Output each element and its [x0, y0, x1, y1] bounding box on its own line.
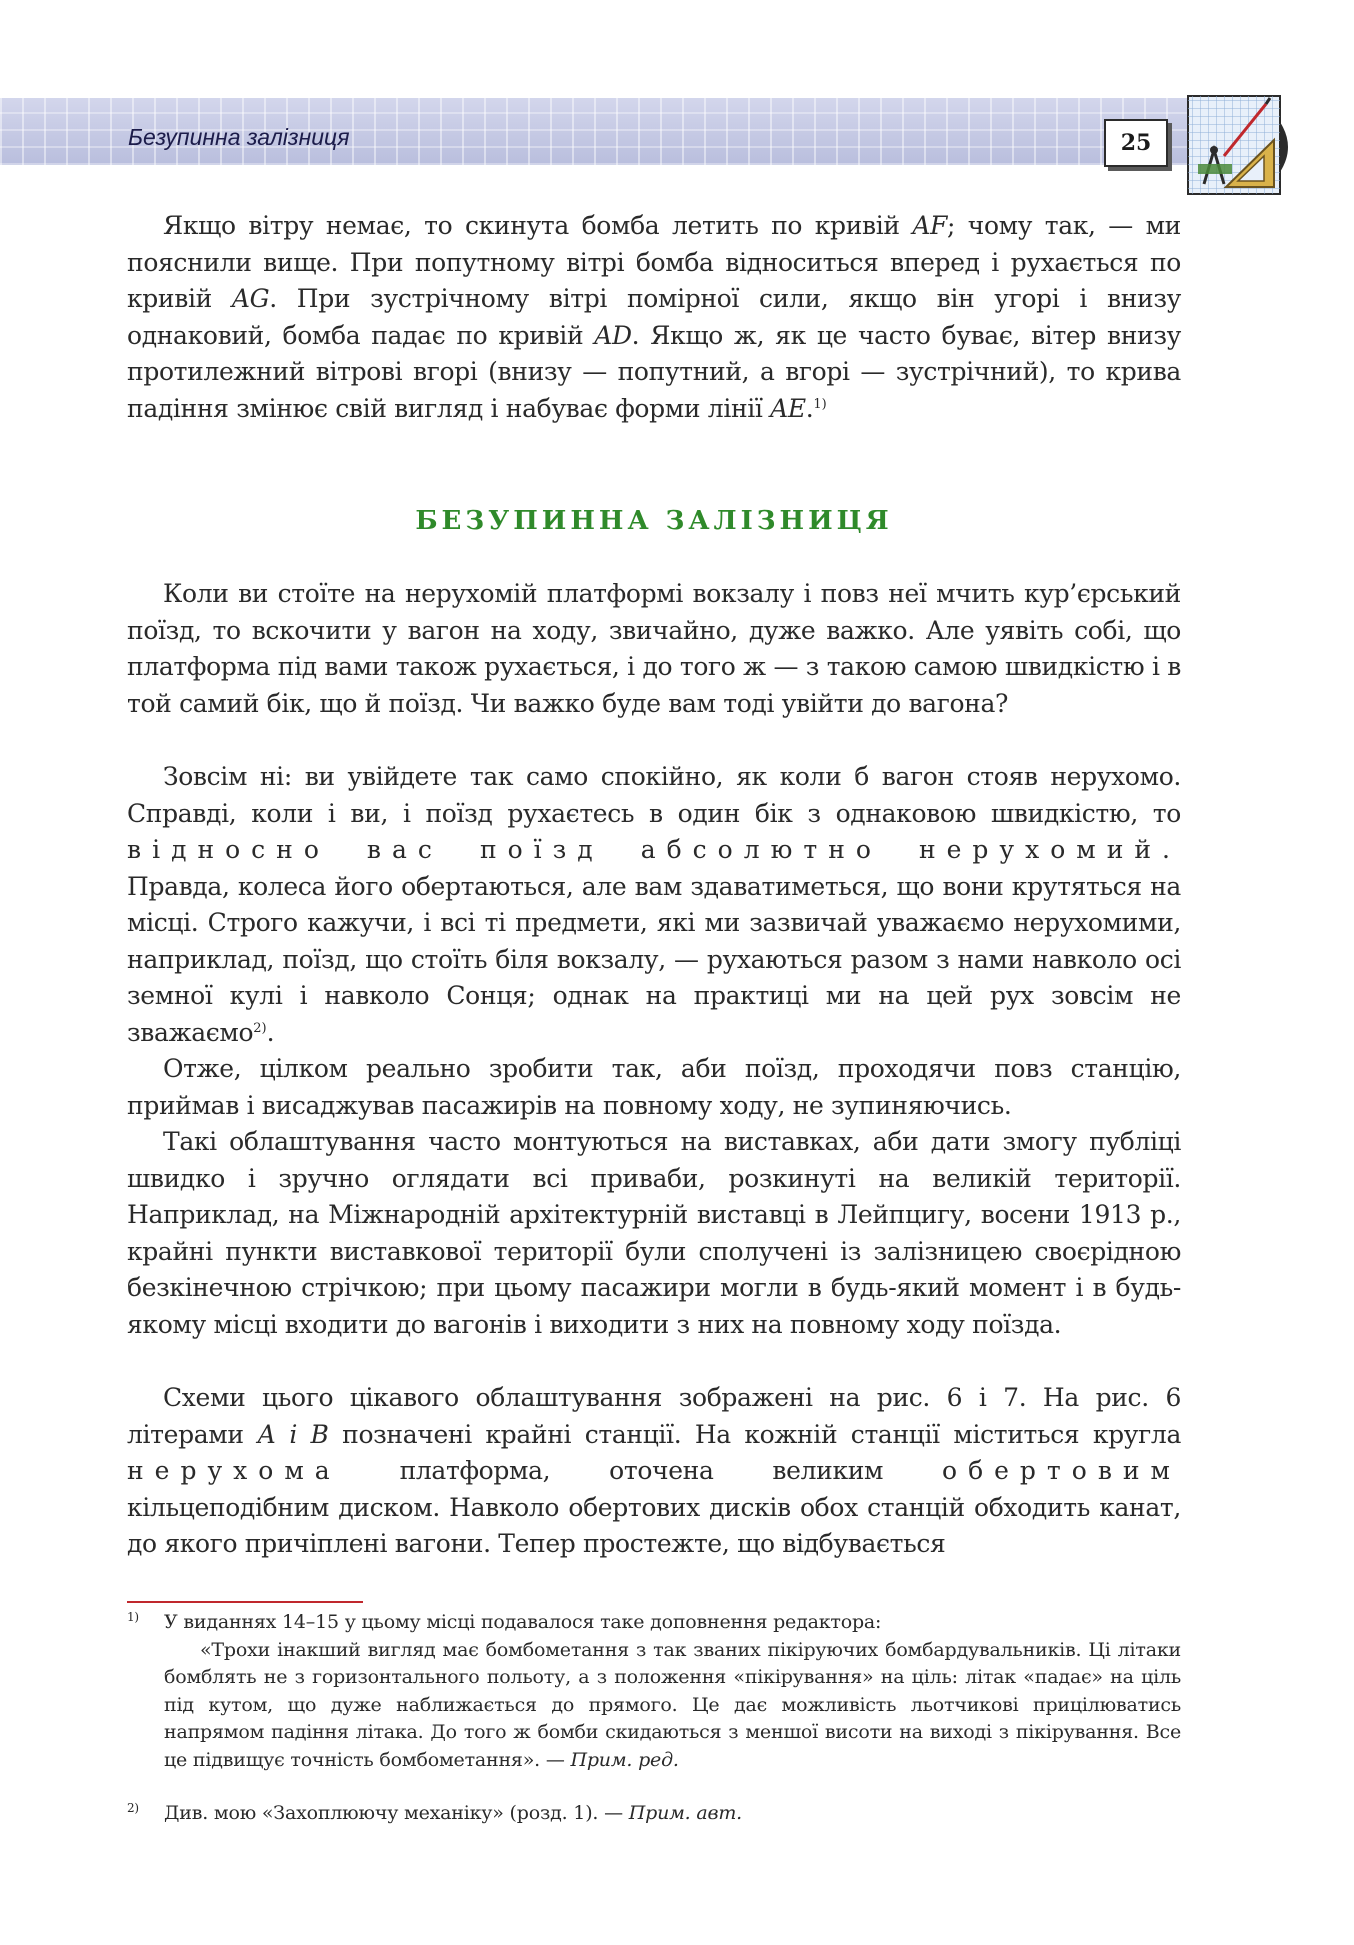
text-run: Схеми цього цікавого облаштування зображені на рис. 6 і 7. На рис. 6 літерами	[127, 1383, 1181, 1449]
curve-label: AD	[594, 320, 632, 350]
text-run: .	[266, 1017, 275, 1047]
footnote-1-text: У виданнях 14–15 у цьому місці подавалося таке доповнення редактора:	[164, 1611, 882, 1633]
text-run: «Трохи інакший вигляд має бомбометання з так званих пікіруючих бомбардувальників. Ці літаки бомблять не з горизонтального польоту, а з положення «пікірування» на ціль: літак «падає» на ціль під кутом, що дуже наближається до прямого. Це дає можливість льотчикові прицілюватись напрямом падіння літака. До того ж бомби скидаються з меншої висоти на виході з пікірування. Все це підвищує точність бомбометання». —	[164, 1638, 1181, 1771]
running-title: Безупинна залізниця	[128, 124, 350, 150]
page-number	[1104, 119, 1168, 167]
footnote-2	[127, 1800, 1181, 1828]
text-run: . При зустрічному вітрі помірної сили, якщо він угорі і внизу однаковий, бомба падає по кривій	[127, 284, 1181, 350]
footnote-divider	[127, 1601, 363, 1603]
paragraph-schemes	[127, 1380, 1181, 1563]
text-run: Див. мою «Захоплюючу механіку» (розд. 1). —	[164, 1802, 629, 1824]
text-run: .	[805, 393, 814, 423]
curve-label: AF	[912, 211, 948, 240]
footnote-1	[127, 1609, 1181, 1774]
paragraph-exhibitions: Такі облаштування часто монтуються на виставках, аби дати змогу публіці швидко і зручно оглядати всі приваби, розкинуті на великій території. Наприклад, на Міжнародній архітектурній виставці в Лейпцигу, восени 1913 р., крайні пункти виставкової території були сполучені із залізницею своєрідною безкінечною стрічкою; при цьому пасажири могли в будь-який момент і в будь-якому місці входити до вагонів і виходити з них на повному ходу поїзда.	[127, 1127, 1181, 1339]
station-labels: А і В	[257, 1419, 329, 1449]
text-run: ; чому так, — ми пояснили вище. При попутному вітрі бомба відноситься вперед і рухається по кривій	[127, 211, 1181, 313]
editor-note: Прим. ред.	[570, 1748, 679, 1771]
page-number-text: 25	[1120, 130, 1152, 156]
text-run: позначені крайні станції. На кожній станції міститься кругла	[328, 1419, 1182, 1449]
footnote-ref-1: 1)	[813, 396, 827, 412]
emphasized-spaced-text: відносно вас поїзд абсолютно нерухомий.	[127, 835, 1181, 864]
section-title: БЕЗУПИННА ЗАЛІЗНИЦЯ	[415, 506, 893, 536]
text-run: Правда, колеса його обертаються, але вам здаватиметься, що вони крутяться на місці. Строго кажучи, і всі ті предмети, які ми зазвичай уважаємо нерухомими, наприклад, поїзд, що стоїть біля вокзалу, — рухаються разом з нами навколо осі земної кулі і навколо Сонця; однак на практиці ми на цей рух зовсім не зважаємо	[127, 871, 1181, 1047]
footnote-ref-2: 2)	[253, 1020, 267, 1036]
footnote-2-mark: 2)	[127, 1801, 139, 1815]
text-run: платформа, оточена великим	[340, 1456, 943, 1485]
curve-label: AE	[770, 393, 806, 423]
footnote-2-text	[164, 1800, 1181, 1828]
author-note: Прим. авт.	[628, 1802, 742, 1824]
paragraph-platform: Коли ви стоїте на нерухомій платформі вокзалу і повз неї мчить кур’єрський поїзд, то вскочити у вагон на ходу, звичайно, дуже важко. Але уявіть собі, що платформа під вами також рухається, і до того ж — з такою самою швидкістю і в той самий бік, що й поїзд. Чи важко буде вам тоді увійти до вагона?	[127, 579, 1181, 718]
text-run: Якщо вітру немає, то скинута бомба летить по кривій	[163, 211, 913, 240]
footnote-1-mark: 1)	[127, 1610, 139, 1624]
text-run: Зовсім ні: ви увійдете так само спокійно, як коли б вагон стояв нерухомо. Справді, коли і ви, і поїзд рухаєтесь в один бік з однаковою швидкістю, то	[127, 762, 1181, 828]
paragraph-relative-motion	[127, 759, 1181, 1051]
emphasized-spaced-text: нерухома	[127, 1456, 341, 1485]
paragraph-bomb-trajectory	[127, 208, 1181, 427]
footnote-1-quote	[164, 1637, 1181, 1775]
drafting-tools-icon	[1184, 92, 1290, 198]
curve-label: AG	[231, 284, 270, 313]
emphasized-spaced-text: обертовим	[942, 1456, 1181, 1485]
text-run: . Якщо ж, як це часто буває, вітер внизу протилежний вітрові вгорі (внизу — попутний, а вгорі — зустрічний), то крива падіння змінює свій вигляд і набуває форми лінії	[127, 320, 1182, 423]
paragraph-conclusion: Отже, цілком реально зробити так, аби поїзд, проходячи повз станцію, приймав і висаджував пасажирів на повному ходу, не зупиняючись.	[127, 1054, 1181, 1120]
text-run: кільцеподібним диском. Навколо обертових дисків обох станцій обходить канат, до якого причіплені вагони. Тепер простежте, що відбувається	[127, 1492, 1181, 1558]
